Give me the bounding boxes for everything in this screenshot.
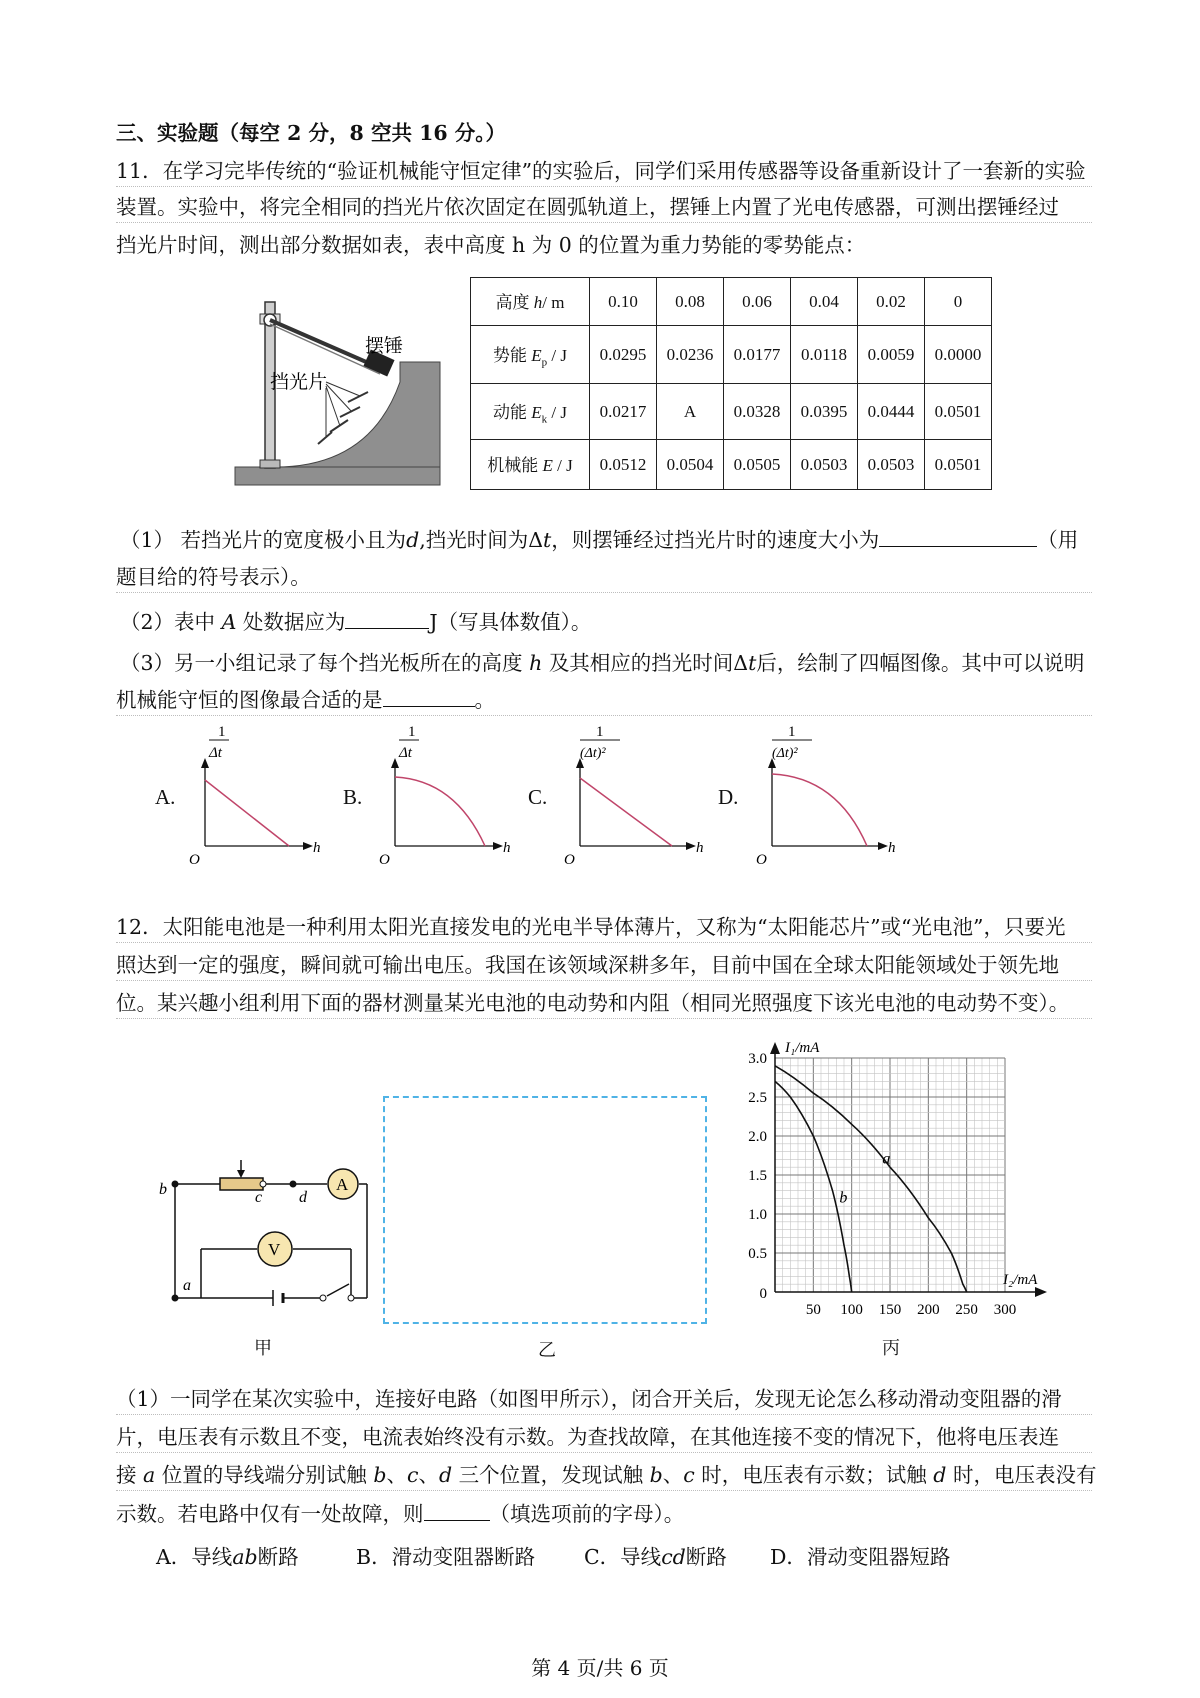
- caption-bing: 丙: [882, 1338, 900, 1359]
- answer-blank-graph-choice[interactable]: [383, 684, 475, 707]
- origin-label: 0: [759, 1286, 767, 1302]
- table-row-label: 高度 h/ m: [471, 278, 590, 326]
- q12-part1-line-3: 接 a 位置的导线端分别试触 b、c、d 三个位置，发现试触 b、c 时，电压表有示数；试触 d 时，电压表没有: [116, 1460, 1092, 1491]
- caption-yi: 乙: [538, 1340, 556, 1361]
- table-cell: 0.0118: [791, 326, 858, 384]
- svg-text:a: a: [183, 1277, 191, 1294]
- table-cell: 0.0512: [590, 440, 657, 490]
- answer-blank-A-value[interactable]: [345, 606, 429, 629]
- svg-text:b: b: [159, 1181, 167, 1198]
- table-cell: 0.0444: [858, 384, 925, 440]
- choice-C[interactable]: C．导线cd断路: [584, 1545, 727, 1569]
- q11-part1-line-1: （1） 若挡光片的宽度极小且为d,挡光时间为Δt，则摆锤经过挡光片时的速度大小为 （用: [120, 524, 1078, 555]
- svg-text:1: 1: [788, 724, 796, 740]
- x-tick-label: 250: [955, 1302, 978, 1318]
- q12-part1-line-2: 片，电压表有示数且不变，电流表始终没有示数。为查找故障，在其他连接不变的情况下，他将电压表连: [116, 1422, 1092, 1453]
- graph-option-B: [375, 722, 515, 870]
- shutter-label: 挡光片: [270, 372, 328, 393]
- svg-text:(Δt)²: (Δt)²: [580, 746, 606, 761]
- table-cell: 0.0395: [791, 384, 858, 440]
- answer-blank-speed[interactable]: [879, 524, 1037, 547]
- table-cell: 0.0501: [925, 440, 992, 490]
- svg-text:h: h: [503, 840, 511, 856]
- option-C-label: C.: [528, 785, 548, 809]
- table-cell: 0.0503: [791, 440, 858, 490]
- table-cell: A: [657, 384, 724, 440]
- table-cell: 0.0177: [724, 326, 791, 384]
- q11-part2: （2）表中 A 处数据应为 J（写具体数值）。: [120, 606, 591, 637]
- table-row: [471, 326, 992, 384]
- q12-part1-line-4: 示数。若电路中仅有一处故障，则 （填选项前的字母）。: [116, 1498, 684, 1529]
- x-tick-label: 150: [878, 1302, 902, 1318]
- graph-option-C: [560, 722, 710, 870]
- energy-data-table: [470, 277, 992, 490]
- table-cell: 0.0505: [724, 440, 791, 490]
- y-tick-label: 1.5: [748, 1168, 767, 1184]
- q12-part1-line-1: （1）一同学在某次实验中，连接好电路（如图甲所示），闭合开关后，发现无论怎么移动滑动变阻器的滑: [116, 1384, 1092, 1415]
- q11-intro-line-2: 装置。实验中，将完全相同的挡光片依次固定在圆弧轨道上，摆锤上内置了光电传感器，可测出摆锤经过: [116, 192, 1092, 223]
- y-tick-label: 2.5: [748, 1090, 767, 1106]
- y-axis-arrow: [770, 1042, 780, 1054]
- svg-text:c: c: [255, 1189, 263, 1206]
- table-cell: 0.0501: [925, 384, 992, 440]
- svg-text:d: d: [299, 1189, 307, 1206]
- graph-option-A: [185, 722, 325, 870]
- table-row: [471, 384, 992, 440]
- x-axis-label: I₂/mA: [1003, 1272, 1038, 1288]
- x-tick-label: 200: [917, 1302, 940, 1318]
- series-b-label: b: [839, 1189, 848, 1207]
- option-D-label: D.: [718, 785, 739, 809]
- diagram-box-yi[interactable]: [383, 1096, 707, 1324]
- table-cell: 0.10: [590, 278, 657, 326]
- table-cell: 0: [925, 278, 992, 326]
- svg-text:V: V: [268, 1240, 281, 1259]
- series-a-line: [775, 1066, 967, 1292]
- svg-text:h: h: [313, 840, 321, 856]
- svg-text:1: 1: [596, 724, 604, 740]
- table-cell: 0.04: [791, 278, 858, 326]
- svg-text:O: O: [189, 852, 200, 868]
- option-B-label: B.: [343, 785, 363, 809]
- q12-intro-line-3: 位。某兴趣小组利用下面的器材测量某光电池的电动势和内阻（相同光照强度下该光电池的电动势不变）。: [116, 988, 1092, 1019]
- q11-intro-line-3: 挡光片时间，测出部分数据如表，表中高度 h 为 0 的位置为重力势能的零势能点：: [116, 233, 866, 257]
- q11-part3-line-2: 机械能守恒的图像最合适的是 。: [116, 684, 1092, 716]
- answer-blank-fault-choice[interactable]: [424, 1498, 490, 1521]
- choice-A[interactable]: A．导线ab断路: [156, 1545, 299, 1569]
- svg-text:h: h: [696, 840, 704, 856]
- table-cell: 0.0236: [657, 326, 724, 384]
- table-row-label: 势能 $E_p$ / J: [471, 326, 590, 384]
- x-tick-label: 300: [993, 1302, 1017, 1318]
- table-row-label: 机械能 E / J: [471, 440, 590, 490]
- svg-text:Δt: Δt: [399, 745, 412, 761]
- q11-intro-line-1: 11．在学习完毕传统的“验证机械能守恒定律”的实验后，同学们采用传感器等设备重新设计了一套新的实验: [116, 156, 1092, 187]
- circuit-diagram-jia: [155, 1150, 375, 1310]
- option-A-label: A.: [155, 785, 176, 809]
- svg-text:1: 1: [408, 724, 416, 740]
- caption-jia: 甲: [254, 1338, 272, 1359]
- table-cell: 0.0503: [858, 440, 925, 490]
- table-cell: 0.0328: [724, 384, 791, 440]
- table-row-label: 动能 $E_k$ / J: [471, 384, 590, 440]
- table-row: [471, 440, 992, 490]
- svg-text:Δt: Δt: [209, 745, 222, 761]
- svg-text:h: h: [888, 840, 896, 856]
- svg-text:O: O: [756, 852, 767, 868]
- svg-text:A: A: [336, 1175, 349, 1194]
- pendulum-label: 摆锤: [365, 336, 404, 357]
- y-tick-label: 0.5: [748, 1246, 767, 1262]
- svg-text:(Δt)²: (Δt)²: [772, 746, 798, 761]
- graph-option-D: [752, 722, 902, 870]
- page-footer: 第 4 页/共 6 页: [531, 1656, 669, 1680]
- q11-part3-line-1: （3）另一小组记录了每个挡光板所在的高度 h 及其相应的挡光时间Δt后，绘制了四幅图像。其中可以说明: [120, 651, 1085, 675]
- x-tick-label: 100: [840, 1302, 863, 1318]
- q11-part1-line-2: 题目给的符号表示）。: [116, 562, 1092, 593]
- iv-chart-bing: [725, 1040, 1055, 1340]
- pendulum-apparatus-figure: [230, 292, 450, 502]
- svg-text:O: O: [564, 852, 575, 868]
- table-cell: 0.08: [657, 278, 724, 326]
- table-cell: 0.0059: [858, 326, 925, 384]
- y-axis-label: I₁/mA: [785, 1040, 820, 1056]
- table-cell: 0.06: [724, 278, 791, 326]
- table-cell: 0.02: [858, 278, 925, 326]
- table-row: [471, 278, 992, 326]
- table-cell: 0.0000: [925, 326, 992, 384]
- q12-intro-line-1: 12．太阳能电池是一种利用太阳光直接发电的光电半导体薄片，又称为“太阳能芯片”或“光电池”，只要光: [116, 912, 1092, 943]
- svg-text:1: 1: [218, 724, 226, 740]
- q12-intro-line-2: 照达到一定的强度，瞬间就可输出电压。我国在该领域深耕多年，目前中国在全球太阳能领域处于领先地: [116, 950, 1092, 981]
- y-tick-label: 3.0: [748, 1051, 767, 1067]
- choice-D[interactable]: D．滑动变阻器短路: [770, 1545, 951, 1569]
- table-cell: 0.0295: [590, 326, 657, 384]
- choice-B[interactable]: B．滑动变阻器断路: [356, 1545, 536, 1569]
- table-cell: 0.0217: [590, 384, 657, 440]
- svg-text:O: O: [379, 852, 390, 868]
- table-cell: 0.0504: [657, 440, 724, 490]
- x-tick-label: 50: [805, 1302, 821, 1318]
- series-a-label: a: [882, 1150, 891, 1168]
- y-tick-label: 2.0: [748, 1129, 767, 1145]
- x-axis-arrow: [1035, 1287, 1047, 1297]
- y-tick-label: 1.0: [748, 1207, 767, 1223]
- section-title: 三、实验题（每空 2 分，8 空共 16 分。）: [116, 121, 506, 145]
